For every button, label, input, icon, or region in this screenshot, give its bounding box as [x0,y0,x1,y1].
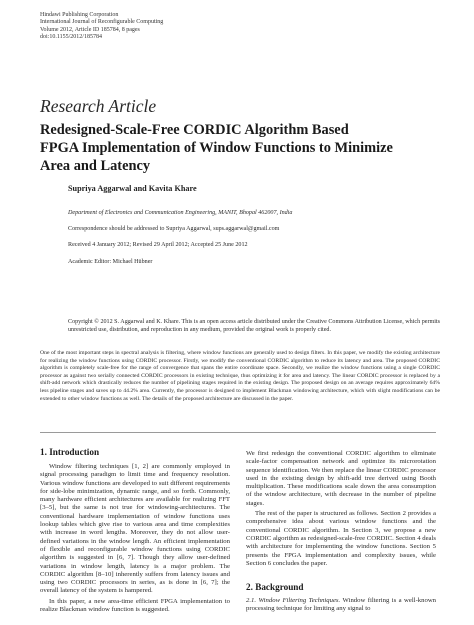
publisher: Hindawi Publishing Corporation [40,12,119,18]
correspondence[interactable]: Correspondence should be addressed to Supriya Aggarwal, sups.aggarwal@gmail.com [68,226,280,232]
title-line: FPGA Implementation of Window Functions to Minimize [40,140,393,156]
intro-paragraph-2: In this paper, a new area-time efficient FPGA implementation to realize Blackman window function is suggested. [40,597,230,614]
volume-line: Volume 2012, Article ID 185784, 8 pages [40,26,140,33]
left-column [40,463,230,614]
right-paragraph-2: The rest of the paper is structured as follows. Section 2 provides a comprehensive idea about various window functions and the conventional CORDIC algorithm. In Section 3, we propose a new CORDIC algorithm as redesigned-scale-free CORDIC. Section 4 deals with architecture for implementing the window functions. Section 5 presents the FPGA implementation and complexity issues, while Section 6 concludes the paper. [246,510,436,567]
affiliation: Department of Electronics and Communication Engineering, MANIT, Bhopal 462007, India [68,210,293,216]
subsection-label: 2.1. Window Filtering Techniques. [246,597,341,604]
journal-name: International Journal of Reconfigurable Computing [40,19,164,26]
authors: Supriya Aggarwal and Kavita Khare [68,184,197,193]
title-line: Redesigned-Scale-Free CORDIC Algorithm Based [40,122,349,138]
section-heading-background: 2. Background [246,582,304,592]
subsection-text: Window filtering is a well-known processing technique for limiting any signal to [246,597,436,613]
intro-paragraph-1: Window filtering techniques [1, 2] are commonly employed in signal processing paradigm to limit time and frequency resolution. Various window functions are developed to suit different requirements for side-lobe minimization, dynamic range, and so forth. Commonly, many hardware efficient architectures are available for realizing FFT [3–5], but the same is not true for windowing-architectures. The conventional hardware implementation of window functions uses lookup tables which give rise to various area and time complexities with increase in word lengths. Moreover, they do not allow user-defined variations in the window length. An efficient implementation of flexible and reconfigurable window functions using CORDIC algorithm is suggested in [6, 7]. Though they allow user-defined variations in window length, latency is a major problem. The CORDIC algorithm [8–10] inherently suffers from latency issues and using two CORDIC processors in series, as is done in [6, 7]; the overall latency of the system is hampered. [40,463,230,595]
academic-editor: Academic Editor: Michael Hübner [68,259,153,265]
doi[interactable]: doi:10.1155/2012/185784 [40,34,102,41]
article-type: Research Article [40,96,157,116]
subsection-2-1 [246,597,436,614]
copyright-notice: Copyright © 2012 S. Aggarwal and K. Khare. This is an open access article distributed under the Creative Commons Attribution License, which permits unrestricted use, distribution, and reproduction in any medium, provided the original work is properly cited. [68,319,440,334]
right-column [246,450,436,568]
divider [40,432,436,433]
right-paragraph-1: We first redesign the conventional CORDIC algorithm to eliminate scale-factor compensation network and optimize its microrotation sequence identification. We then replace the linear CORDIC processor used in the existing design by shift-add tree derived using Booth multiplication. These modifications scale down the area consumption of the window architecture, with decrease in the number of pipeline stages. [246,450,436,507]
abstract: One of the most important steps in spectral analysis is filtering, where window functions are generally used to design filters. In this paper, we modify the existing architecture for realizing the window functions using CORDIC processor. Firstly, we modify the conventional CORDIC algorithm to reduce its latency and area. The proposed CORDIC algorithm is completely scale-free for the range of convergence that spans the entire coordinate space. Secondly, we realize the window functions using a single CORDIC processor as against two serially connected CORDIC processors in existing technique, thus optimizing it for area and latency. The linear CORDIC processor is replaced by a shift-add network which drastically reduces the number of pipelining stages required in the existing design. The proposed design on an average requires approximately 64% less pipeline stages and saves up to 44.2% area. Currently, the processor is designed to implement Blackman windowing architecture, which with slight modifications can be extended to other window functions as well. The details of the proposed architecture are discussed in the paper. [40,350,440,402]
section-heading-introduction: 1. Introduction [40,447,100,457]
title-line: Area and Latency [40,158,151,174]
masthead [40,12,163,42]
paper-title [40,121,440,175]
dates: Received 4 January 2012; Revised 29 April 2012; Accepted 25 June 2012 [68,242,248,248]
